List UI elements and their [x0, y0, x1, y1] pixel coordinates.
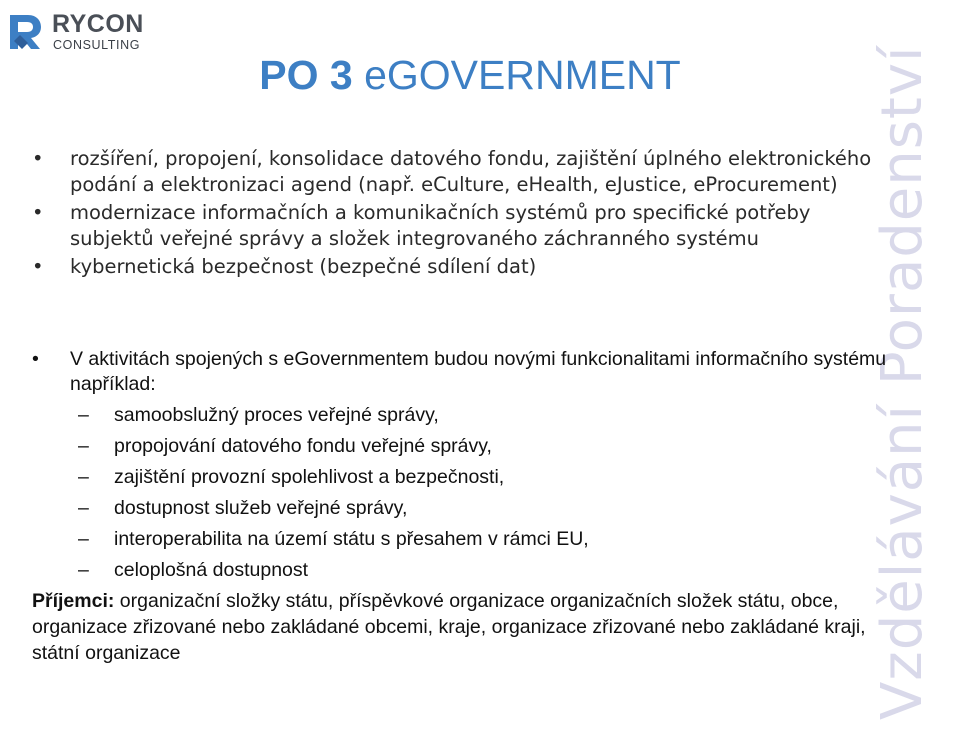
- bullet-item: [32, 254, 892, 280]
- sub-item-text: interoperabilita na území státu s přesahem v rámci EU,: [114, 528, 589, 550]
- dash-icon: –: [78, 559, 89, 581]
- bullet-icon: •: [32, 348, 39, 370]
- bullet-icon: •: [32, 255, 44, 278]
- sub-item: [32, 493, 912, 524]
- bullet-text: modernizace informačních a komunikačních systémů pro specifické potřeby subjektů veřejné správy a složek integrovaného záchranného systému: [70, 201, 811, 250]
- page-title: [0, 52, 940, 99]
- company-logo: [6, 10, 156, 54]
- recipients-label: Příjemci:: [32, 590, 115, 612]
- sub-item-text: celoplošná dostupnost: [114, 559, 309, 581]
- logo-subtitle: CONSULTING: [53, 38, 141, 52]
- sub-item: [32, 524, 912, 555]
- sub-item-text: samoobslužný proces veřejné správy,: [114, 404, 439, 426]
- top-bullet-list: [32, 146, 892, 282]
- sub-item: [32, 431, 912, 462]
- sub-item: [32, 555, 912, 586]
- title-rest: eGOVERNMENT: [352, 52, 681, 98]
- sub-item-list: [32, 400, 912, 586]
- bullet-item: [32, 146, 892, 198]
- dash-icon: –: [78, 404, 89, 426]
- dash-icon: –: [78, 528, 89, 550]
- rycon-logo-icon: [6, 13, 44, 51]
- activities-section: [32, 347, 912, 666]
- dash-icon: –: [78, 466, 89, 488]
- recipients-text: organizační složky státu, příspěvkové organizace organizačních složek státu, obce, organizace zřizované nebo zakládané obcemi, kraje, organizace zřizované nebo zakládané kraji, státní organizace: [32, 590, 866, 664]
- sub-item-text: zajištění provozní spolehlivost a bezpečnosti,: [114, 466, 505, 488]
- activities-bullet: [32, 347, 912, 397]
- title-bold: PO 3: [259, 52, 353, 98]
- sub-item-text: propojování datového fondu veřejné správy,: [114, 435, 492, 457]
- sub-item: [32, 462, 912, 493]
- recipients-paragraph: [32, 588, 892, 666]
- bullet-icon: •: [32, 147, 44, 170]
- dash-icon: –: [78, 497, 89, 519]
- sub-item: [32, 400, 912, 431]
- bullet-item: [32, 200, 892, 252]
- dash-icon: –: [78, 435, 89, 457]
- logo-name: RYCON: [52, 10, 144, 38]
- bullet-icon: •: [32, 201, 44, 224]
- activities-text: V aktivitách spojených s eGovernmentem budou novými funkcionalitami informačního systému například:: [70, 348, 887, 395]
- bullet-text: rozšíření, propojení, konsolidace datového fondu, zajištění úplného elektronického podání a elektronizaci agend (např. eCulture, eHealth, eJustice, eProcurement): [70, 147, 872, 196]
- bullet-text: kybernetická bezpečnost (bezpečné sdílení dat): [70, 255, 537, 278]
- sub-item-text: dostupnost služeb veřejné správy,: [114, 497, 408, 519]
- watermark-text: Vzdělávání Poradenství: [870, 45, 935, 720]
